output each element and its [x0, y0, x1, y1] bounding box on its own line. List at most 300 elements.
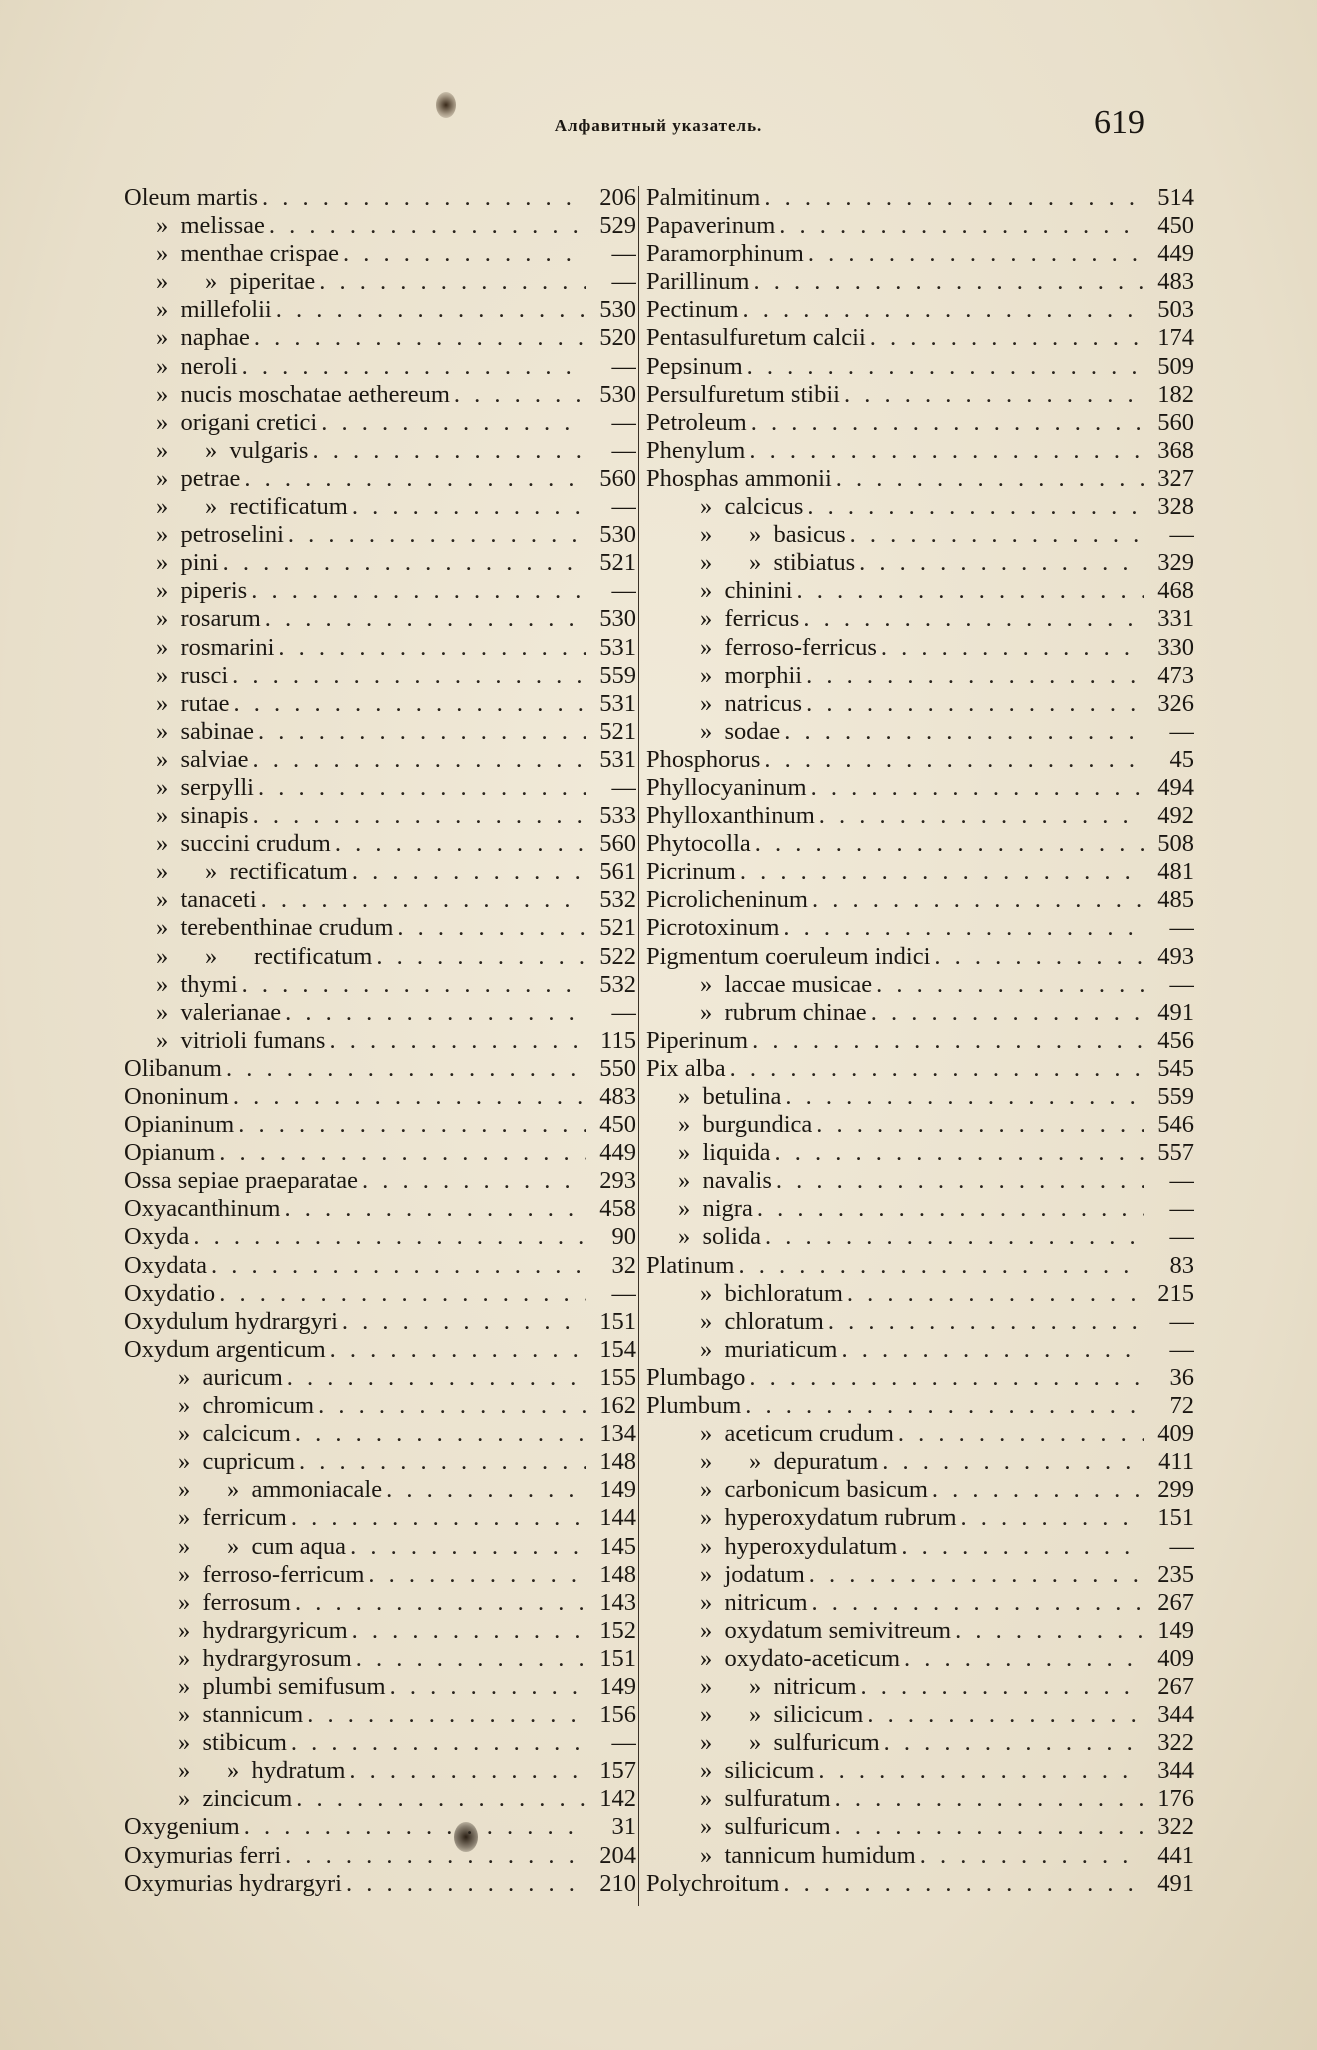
- entry-page-number: —: [1169, 970, 1194, 998]
- leader-dots: [362, 1167, 586, 1195]
- leader-dots: [753, 268, 1144, 296]
- index-entry: [124, 1561, 636, 1589]
- entry-term: » muriaticum: [700, 1335, 838, 1363]
- entry-page-number: 561: [599, 858, 636, 886]
- leader-dots: [299, 1448, 586, 1476]
- entry-page-number: 328: [1157, 493, 1194, 521]
- entry-term: Oxydatio: [124, 1279, 216, 1307]
- leader-dots: [835, 1813, 1144, 1841]
- index-entry: [646, 1448, 1194, 1476]
- leader-dots: [376, 943, 586, 971]
- entry-term: » melissae: [156, 212, 265, 240]
- entry-term: Oxydata: [124, 1251, 207, 1279]
- entry-term: Phenylum: [646, 436, 746, 464]
- index-entry: [646, 634, 1194, 662]
- entry-page-number: 559: [599, 661, 636, 689]
- entry-term: » sulfuratum: [700, 1785, 831, 1813]
- leader-dots: [783, 914, 1144, 942]
- entry-page-number: 329: [1157, 549, 1194, 577]
- leader-dots: [242, 353, 586, 381]
- entry-page-number: 456: [1157, 1026, 1194, 1054]
- leader-dots: [898, 1420, 1144, 1448]
- leader-dots: [295, 1420, 586, 1448]
- entry-term: Phyllocyaninum: [646, 773, 807, 801]
- leader-dots: [352, 858, 586, 886]
- index-entry: [646, 1223, 1194, 1251]
- entry-page-number: 31: [611, 1813, 636, 1841]
- leader-dots: [352, 1617, 586, 1645]
- entry-page-number: —: [611, 577, 636, 605]
- index-entry: [124, 886, 636, 914]
- entry-page-number: 151: [1157, 1504, 1194, 1532]
- entry-term: » salviae: [156, 745, 249, 773]
- entry-page-number: 206: [599, 184, 636, 211]
- leader-dots: [287, 1364, 586, 1392]
- index-entry: [646, 296, 1194, 324]
- entry-page-number: 149: [599, 1672, 636, 1700]
- entry-page-number: 483: [599, 1083, 636, 1110]
- index-entry: [646, 1420, 1194, 1448]
- entry-term: Oxymurias ferri: [124, 1841, 282, 1869]
- leader-dots: [920, 1842, 1144, 1870]
- entry-page-number: 560: [599, 464, 636, 492]
- index-entry: [124, 858, 636, 886]
- index-entry: [124, 1617, 636, 1645]
- entry-term: » neroli: [156, 352, 238, 380]
- index-entry: [124, 943, 636, 971]
- index-entry: [646, 746, 1194, 774]
- index-entry: [646, 437, 1194, 465]
- leader-dots: [882, 1448, 1144, 1476]
- index-entry: [646, 577, 1194, 605]
- page-number: 619: [1094, 104, 1145, 141]
- entry-page-number: 508: [1157, 830, 1194, 858]
- entry-page-number: —: [1169, 717, 1194, 745]
- leader-dots: [223, 549, 586, 577]
- entry-term: Oxyacanthinum: [124, 1195, 281, 1223]
- index-entry: [646, 943, 1194, 971]
- entry-term: » ferricus: [700, 605, 800, 633]
- entry-page-number: 521: [599, 717, 636, 745]
- entry-term: » solida: [678, 1223, 762, 1251]
- leader-dots: [253, 802, 586, 830]
- entry-term: Opianum: [124, 1139, 216, 1167]
- entry-term: Opianinum: [124, 1111, 235, 1139]
- entry-term: Plumbago: [646, 1363, 746, 1391]
- leader-dots: [932, 1476, 1144, 1504]
- entry-term: » nitricum: [700, 1588, 808, 1616]
- entry-term: » laccae musicae: [700, 970, 873, 998]
- entry-term: » rosarum: [156, 605, 261, 633]
- leader-dots: [258, 774, 586, 802]
- entry-page-number: 267: [1157, 1588, 1194, 1616]
- entry-term: » naphae: [156, 324, 250, 352]
- column-divider: [638, 186, 639, 1906]
- leader-dots: [386, 1476, 586, 1504]
- entry-page-number: 411: [1158, 1448, 1194, 1476]
- leader-dots: [757, 1195, 1144, 1223]
- entry-term: » serpylli: [156, 773, 254, 801]
- leader-dots: [861, 1673, 1144, 1701]
- index-entry: [124, 1813, 636, 1841]
- index-entry: [124, 324, 636, 352]
- index-entry: [646, 1336, 1194, 1364]
- entry-page-number: 322: [1157, 1729, 1194, 1757]
- entry-page-number: 509: [1157, 352, 1194, 380]
- leader-dots: [812, 886, 1144, 914]
- index-entry: [646, 381, 1194, 409]
- entry-page-number: 494: [1157, 773, 1194, 801]
- index-entry: [646, 1813, 1194, 1841]
- entry-term: » rutae: [156, 689, 230, 717]
- index-entry: [646, 1111, 1194, 1139]
- entry-term: » betulina: [678, 1083, 782, 1110]
- entry-page-number: —: [611, 1729, 636, 1757]
- index-entry: [646, 1308, 1194, 1336]
- entry-page-number: 530: [599, 605, 636, 633]
- index-entry: [124, 1533, 636, 1561]
- entry-page-number: —: [611, 268, 636, 296]
- entry-page-number: 344: [1157, 1701, 1194, 1729]
- entry-term: » jodatum: [700, 1560, 805, 1588]
- entry-term: » ferroso-ferricum: [178, 1560, 365, 1588]
- index-entry: [124, 465, 636, 493]
- index-entry: [646, 1139, 1194, 1167]
- index-entry: [124, 1673, 636, 1701]
- entry-term: » » stibiatus: [700, 549, 856, 577]
- leader-dots: [870, 324, 1144, 352]
- entry-term: Picrolicheninum: [646, 886, 808, 914]
- index-entry: [124, 1336, 636, 1364]
- entry-page-number: 530: [599, 296, 636, 324]
- entry-page-number: 151: [599, 1307, 636, 1335]
- index-entry: [646, 1392, 1194, 1420]
- entry-term: » hydrargyricum: [178, 1616, 348, 1644]
- entry-page-number: 532: [599, 970, 636, 998]
- leader-dots: [807, 493, 1144, 521]
- leader-dots: [818, 1757, 1144, 1785]
- entry-page-number: —: [1169, 1167, 1194, 1195]
- entry-page-number: —: [611, 773, 636, 801]
- entry-term: Phosphorus: [646, 745, 761, 773]
- index-entry: [124, 353, 636, 381]
- entry-page-number: 331: [1157, 605, 1194, 633]
- leader-dots: [238, 1111, 586, 1139]
- leader-dots: [755, 830, 1144, 858]
- leader-dots: [318, 1392, 586, 1420]
- entry-page-number: 520: [599, 324, 636, 352]
- index-entry: [124, 605, 636, 633]
- leader-dots: [269, 212, 586, 240]
- entry-term: » calcicus: [700, 493, 804, 521]
- entry-page-number: 267: [1157, 1672, 1194, 1700]
- index-entry: [646, 184, 1194, 212]
- index-entry: [124, 1364, 636, 1392]
- leader-dots: [295, 1589, 586, 1617]
- entry-page-number: 142: [599, 1785, 636, 1813]
- entry-term: » hyperoxydatum rubrum: [700, 1504, 957, 1532]
- leader-dots: [454, 381, 586, 409]
- leader-dots: [867, 1701, 1144, 1729]
- leader-dots: [319, 268, 586, 296]
- index-entry: [124, 1420, 636, 1448]
- entry-term: » ferroso-ferricus: [700, 633, 877, 661]
- leader-dots: [764, 746, 1144, 774]
- entry-page-number: 529: [599, 212, 636, 240]
- entry-page-number: 148: [599, 1560, 636, 1588]
- index-entry: [124, 184, 636, 212]
- leader-dots: [329, 1027, 586, 1055]
- leader-dots: [285, 999, 586, 1027]
- entry-term: » aceticum crudum: [700, 1420, 894, 1448]
- index-entry: [124, 1083, 636, 1111]
- leader-dots: [350, 1533, 586, 1561]
- index-entry: [124, 718, 636, 746]
- entry-page-number: 468: [1157, 577, 1194, 605]
- index-entry: [646, 1757, 1194, 1785]
- entry-page-number: 514: [1157, 184, 1194, 211]
- leader-dots: [193, 1223, 586, 1251]
- entry-term: Phosphas ammonii: [646, 464, 832, 492]
- index-entry: [646, 1589, 1194, 1617]
- entry-page-number: 559: [1157, 1083, 1194, 1110]
- index-entry: [124, 296, 636, 324]
- index-entry: [124, 634, 636, 662]
- leader-dots: [812, 1589, 1144, 1617]
- entry-page-number: 235: [1157, 1560, 1194, 1588]
- entry-page-number: 144: [599, 1504, 636, 1532]
- entry-page-number: —: [1169, 1195, 1194, 1223]
- entry-term: » » rectificatum: [156, 858, 348, 886]
- entry-term: » » silicicum: [700, 1701, 864, 1729]
- leader-dots: [291, 1729, 586, 1757]
- leader-dots: [749, 437, 1144, 465]
- entry-page-number: 215: [1157, 1279, 1194, 1307]
- entry-page-number: 491: [1157, 1869, 1194, 1897]
- entry-page-number: —: [611, 1279, 636, 1307]
- index-entry: [124, 1729, 636, 1757]
- index-entry: [124, 212, 636, 240]
- entry-page-number: —: [1169, 1532, 1194, 1560]
- leader-dots: [253, 746, 586, 774]
- entry-term: » » depuratum: [700, 1448, 879, 1476]
- leader-dots: [738, 1252, 1144, 1280]
- leader-dots: [934, 943, 1144, 971]
- entry-term: Oxydum argenticum: [124, 1335, 326, 1363]
- entry-page-number: 45: [1169, 745, 1194, 773]
- index-entry: [646, 1785, 1194, 1813]
- leader-dots: [352, 493, 586, 521]
- entry-term: » liquida: [678, 1139, 771, 1167]
- leader-dots: [765, 1223, 1144, 1251]
- entry-term: » hyperoxydulatum: [700, 1532, 898, 1560]
- entry-term: » millefolii: [156, 296, 272, 324]
- entry-term: » navalis: [678, 1167, 772, 1195]
- index-entry: [124, 746, 636, 774]
- leader-dots: [779, 212, 1144, 240]
- index-entry: [124, 1448, 636, 1476]
- entry-term: » burgundica: [678, 1111, 813, 1139]
- entry-page-number: 174: [1157, 324, 1194, 352]
- index-entry: [646, 1645, 1194, 1673]
- entry-term: Pectinum: [646, 296, 739, 324]
- entry-term: » origani cretici: [156, 408, 318, 436]
- entry-term: » rosmarini: [156, 633, 275, 661]
- index-entry: [124, 1027, 636, 1055]
- entry-term: Persulfuretum stibii: [646, 380, 840, 408]
- entry-page-number: 550: [599, 1054, 636, 1082]
- index-entry: [646, 212, 1194, 240]
- index-entry: [646, 1055, 1194, 1083]
- entry-term: Oxymurias hydrargyri: [124, 1869, 342, 1897]
- entry-page-number: 149: [599, 1476, 636, 1504]
- entry-term: » » nitricum: [700, 1672, 857, 1700]
- entry-page-number: 149: [1157, 1616, 1194, 1644]
- entry-term: » bichloratum: [700, 1279, 843, 1307]
- entry-page-number: 458: [599, 1195, 636, 1223]
- index-entry: [124, 268, 636, 296]
- entry-term: Pix alba: [646, 1054, 726, 1082]
- leader-dots: [743, 296, 1144, 324]
- leader-dots: [285, 1842, 586, 1870]
- entry-term: » » rectificatum: [156, 493, 348, 521]
- leader-dots: [285, 1195, 587, 1223]
- leader-dots: [254, 324, 586, 352]
- entry-page-number: —: [611, 352, 636, 380]
- index-entry: [646, 465, 1194, 493]
- entry-page-number: 481: [1157, 858, 1194, 886]
- entry-page-number: 145: [599, 1532, 636, 1560]
- index-entry: [646, 409, 1194, 437]
- leader-dots: [368, 1561, 586, 1589]
- leader-dots: [749, 1364, 1144, 1392]
- entry-page-number: 327: [1157, 464, 1194, 492]
- entry-page-number: 134: [599, 1420, 636, 1448]
- leader-dots: [841, 1336, 1144, 1364]
- entry-term: » » sulfuricum: [700, 1729, 880, 1757]
- entry-term: » pini: [156, 549, 219, 577]
- entry-page-number: 450: [599, 1111, 636, 1139]
- entry-term: » » piperitae: [156, 268, 316, 296]
- entry-term: » auricum: [178, 1363, 283, 1391]
- leader-dots: [776, 1167, 1144, 1195]
- entry-page-number: 176: [1157, 1785, 1194, 1813]
- entry-term: » cupricum: [178, 1448, 296, 1476]
- index-entry: [646, 240, 1194, 268]
- entry-page-number: 546: [1157, 1111, 1194, 1139]
- entry-page-number: 409: [1157, 1644, 1194, 1672]
- entry-term: » petrae: [156, 464, 241, 492]
- entry-term: » zincicum: [178, 1785, 293, 1813]
- index-entry: [646, 858, 1194, 886]
- entry-page-number: 557: [1157, 1139, 1194, 1167]
- entry-term: » oxydato-aceticum: [700, 1644, 901, 1672]
- entry-page-number: 162: [599, 1392, 636, 1420]
- leader-dots: [752, 1027, 1144, 1055]
- entry-page-number: 155: [599, 1363, 636, 1391]
- entry-page-number: 299: [1157, 1476, 1194, 1504]
- entry-page-number: 531: [599, 745, 636, 773]
- index-entry: [646, 493, 1194, 521]
- index-entry: [646, 1617, 1194, 1645]
- leader-dots: [244, 465, 586, 493]
- index-entry: [124, 549, 636, 577]
- index-entry: [646, 1252, 1194, 1280]
- entry-term: Phylloxanthinum: [646, 802, 815, 830]
- entry-page-number: 473: [1157, 661, 1194, 689]
- entry-term: » » rectificatum: [156, 942, 373, 970]
- leader-dots: [876, 971, 1144, 999]
- index-entry: [124, 662, 636, 690]
- entry-page-number: —: [1169, 1223, 1194, 1251]
- leader-dots: [219, 1139, 586, 1167]
- entry-page-number: 449: [1157, 240, 1194, 268]
- entry-term: » » cum aqua: [178, 1532, 347, 1560]
- index-entry: [124, 971, 636, 999]
- entry-term: Polychroitum: [646, 1869, 780, 1897]
- index-entry: [124, 1701, 636, 1729]
- leader-dots: [871, 999, 1144, 1027]
- leader-dots: [307, 1701, 586, 1729]
- entry-page-number: 322: [1157, 1813, 1194, 1841]
- leader-dots: [244, 1813, 586, 1841]
- entry-page-number: 483: [1157, 268, 1194, 296]
- entry-page-number: 491: [1157, 998, 1194, 1026]
- index-entry: [646, 914, 1194, 942]
- entry-term: Phytocolla: [646, 830, 751, 858]
- entry-term: » » ammoniacale: [178, 1476, 383, 1504]
- entry-term: Ononinum: [124, 1083, 229, 1110]
- leader-dots: [783, 1870, 1144, 1898]
- leader-dots: [258, 718, 586, 746]
- leader-dots: [775, 1139, 1144, 1167]
- entry-page-number: 449: [599, 1139, 636, 1167]
- index-entry: [124, 774, 636, 802]
- leader-dots: [836, 465, 1144, 493]
- index-column-left: [124, 184, 636, 1906]
- entry-page-number: 326: [1157, 689, 1194, 717]
- index-entry: [124, 690, 636, 718]
- leader-dots: [390, 1673, 586, 1701]
- index-entry: [124, 999, 636, 1027]
- entry-page-number: —: [1169, 521, 1194, 549]
- entry-page-number: 148: [599, 1448, 636, 1476]
- index-entry: [124, 240, 636, 268]
- leader-dots: [346, 1870, 586, 1898]
- entry-term: » » vulgaris: [156, 436, 309, 464]
- entry-term: » stannicum: [178, 1701, 304, 1729]
- leader-dots: [881, 634, 1144, 662]
- index-entry: [646, 324, 1194, 352]
- leader-dots: [730, 1055, 1144, 1083]
- leader-dots: [321, 409, 586, 437]
- entry-term: » chloratum: [700, 1307, 824, 1335]
- index-entry: [646, 1027, 1194, 1055]
- leader-dots: [261, 886, 586, 914]
- entry-page-number: 293: [599, 1167, 636, 1195]
- index-entry: [646, 718, 1194, 746]
- entry-term: » ferricum: [178, 1504, 287, 1532]
- index-entry: [124, 1055, 636, 1083]
- leader-dots: [251, 577, 586, 605]
- entry-term: Paramorphinum: [646, 240, 804, 268]
- entry-term: » hydrargyrosum: [178, 1644, 352, 1672]
- entry-page-number: 532: [599, 886, 636, 914]
- entry-term: Pigmentum coeruleum indici: [646, 942, 931, 970]
- leader-dots: [335, 830, 586, 858]
- index-entry: [646, 1842, 1194, 1870]
- entry-term: Picrinum: [646, 858, 736, 886]
